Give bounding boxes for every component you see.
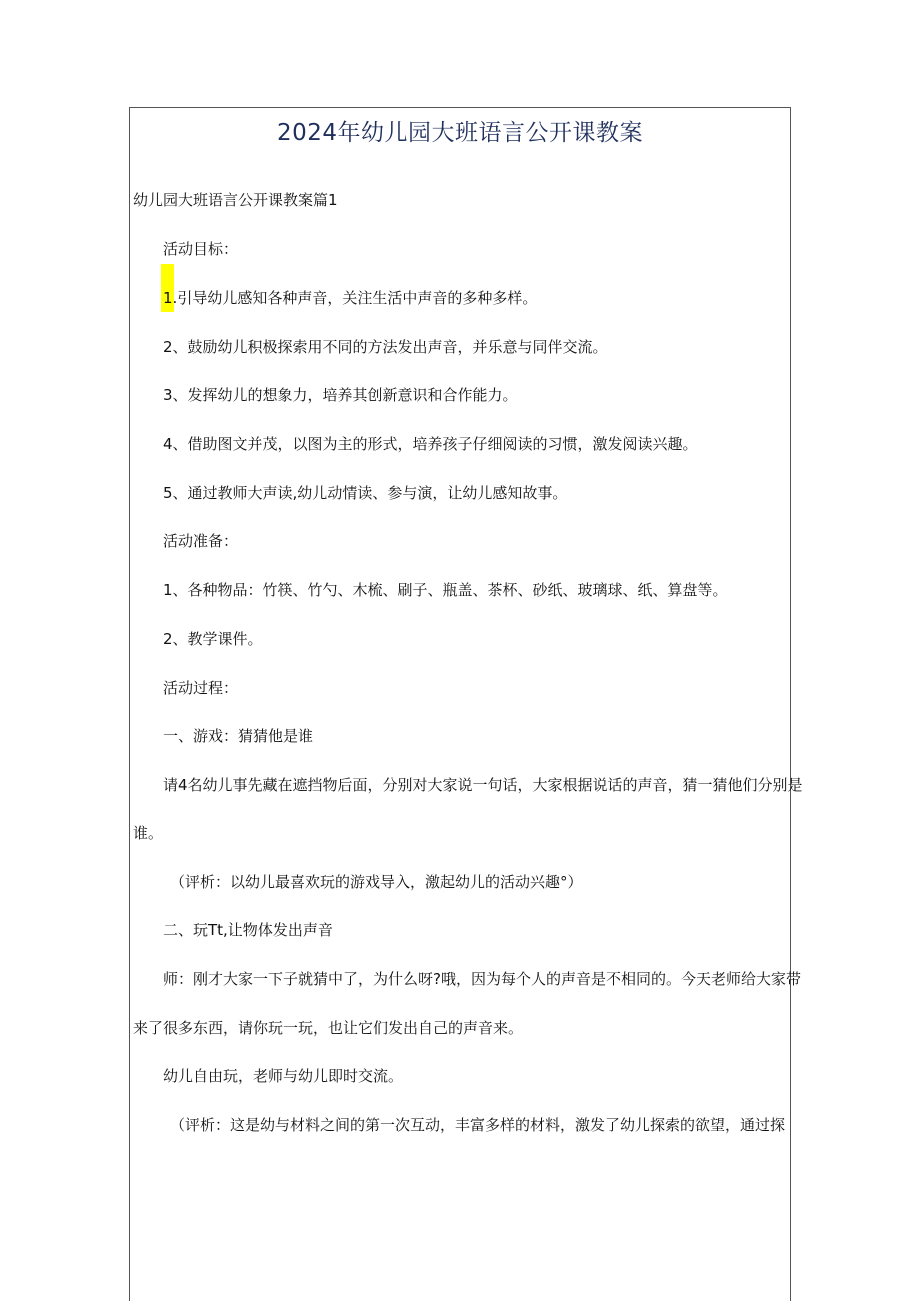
objective-1-number: 1. (163, 289, 178, 307)
step-1-comment: （评析：以幼儿最喜欢玩的游戏导入，激起幼儿的活动兴趣°） (170, 873, 583, 891)
step-2-comment: （评析：这是幼与材料之间的第一次互动，丰富多样的材料，激发了幼儿探索的欲望，通过探 (170, 1116, 786, 1134)
step-2-paragraph-cont: 来了很多东西，请你玩一玩，也让它们发出自己的声音来。 (133, 1019, 524, 1037)
process-label: 活动过程： (163, 679, 239, 697)
preparation-1: 1、各种物品：竹筷、竹勺、木梳、刷子、瓶盖、茶杯、砂纸、玻璃球、纸、算盘等。 (163, 581, 728, 599)
step-1-title: 一、游戏：猜猜他是谁 (163, 727, 314, 745)
step-2-free-play: 幼儿自由玩，老师与幼儿即时交流。 (163, 1067, 404, 1085)
objective-3: 3、发挥幼儿的想象力，培养其创新意识和合作能力。 (163, 386, 518, 404)
section-heading: 幼儿园大班语言公开课教案篇1 (133, 191, 338, 209)
objective-5: 5、通过教师大声读,幼儿动情读、参与演，让幼儿感知故事。 (163, 484, 568, 502)
preparation-2: 2、教学课件。 (163, 630, 263, 648)
step-2-title: 二、玩Tt,让物体发出声音 (163, 921, 333, 939)
objective-1 (163, 288, 537, 308)
document-title: 2024年幼儿园大班语言公开课教案 (276, 120, 644, 146)
preparation-label: 活动准备： (163, 532, 239, 550)
objective-4: 4、借助图文并茂，以图为主的形式，培养孩子仔细阅读的习惯，激发阅读兴趣。 (163, 435, 698, 453)
step-1-paragraph: 请4名幼儿事先藏在遮挡物后面，分别对大家说一句话，大家根据说话的声音，猜一猜他们分别是 (163, 776, 803, 794)
step-1-paragraph-cont: 谁。 (133, 824, 164, 842)
step-2-paragraph: 师：刚才大家一下子就猜中了，为什么呀?哦，因为每个人的声音是不相同的。今天老师给大家带 (163, 970, 801, 988)
objective-2: 2、鼓励幼儿积极探索用不同的方法发出声音，并乐意与同伴交流。 (163, 338, 608, 356)
objectives-label: 活动目标： (163, 240, 239, 258)
objective-1-text: 引导幼儿感知各种声音，关注生活中声音的多种多样。 (177, 289, 538, 307)
